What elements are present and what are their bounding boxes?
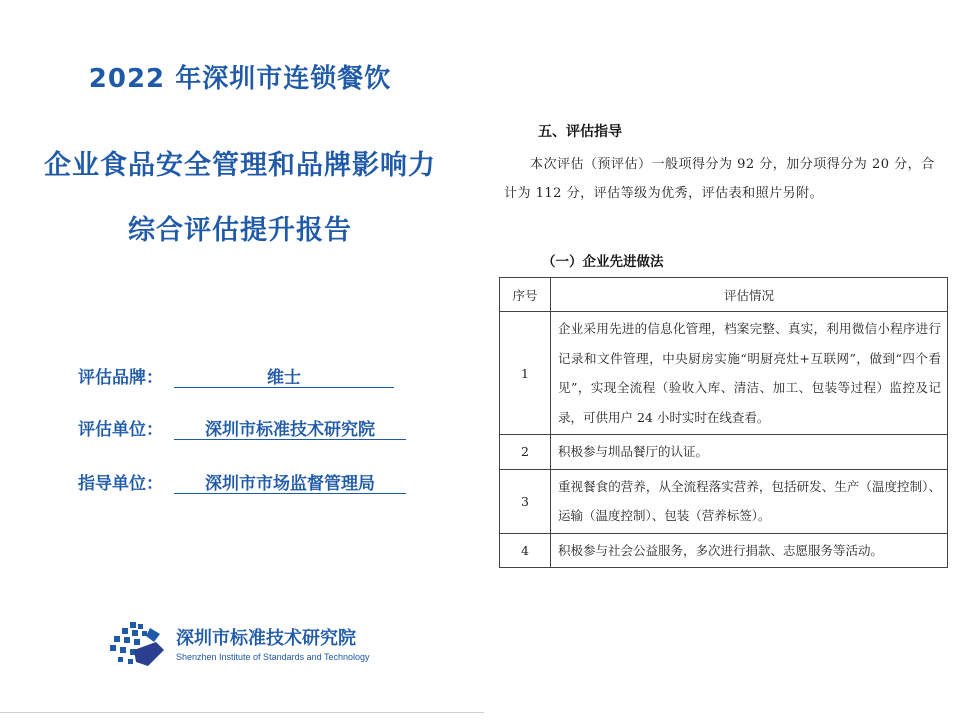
row-description: 企业采用先进的信息化管理，档案完整、真实，利用微信小程序进行记录和文件管理，中央厨房实施“明厨亮灶+互联网”，做到“四个看见”，实现全流程（验收入库、清洁、加工、包装等过程）监控及记录，可供用户 24 小时实时在线查看。 — [551, 312, 948, 435]
assessor-label: 评估单位： — [78, 420, 163, 440]
table-row — [500, 312, 948, 435]
table-row — [500, 435, 948, 470]
section-heading: 五、评估指导 — [538, 124, 622, 140]
cover-title-line-2: 企业食品安全管理和品牌影响力 — [44, 150, 436, 181]
row-number: 4 — [500, 533, 551, 568]
cover-title-line-1: 2022 年深圳市连锁餐饮 — [88, 64, 392, 94]
brand-value: 维士 — [174, 363, 394, 388]
supervisor-label: 指导单位： — [78, 474, 163, 494]
supervisor-value: 深圳市市场监督管理局 — [174, 469, 406, 494]
assessment-table — [499, 277, 948, 568]
row-number: 2 — [500, 435, 551, 470]
row-description: 积极参与圳品餐厅的认证。 — [551, 435, 948, 470]
col-header-assessment: 评估情况 — [551, 278, 948, 312]
report-content-page — [480, 0, 961, 720]
report-cover-page — [0, 0, 480, 720]
assessor-value: 深圳市标准技术研究院 — [174, 415, 406, 440]
table-row — [500, 533, 948, 568]
row-description: 重视餐食的营养，从全流程落实营养，包括研发、生产（温度控制）、运输（温度控制）、包装（营养标签）。 — [551, 469, 948, 533]
institute-name-en: Shenzhen Institute of Standards and Technology — [176, 652, 370, 662]
page-divider — [0, 712, 484, 713]
row-number: 1 — [500, 312, 551, 435]
institute-name-cn: 深圳市标准技术研究院 — [176, 628, 356, 649]
row-description: 积极参与社会公益服务，多次进行捐款、志愿服务等活动。 — [551, 533, 948, 568]
sub-heading: （一）企业先进做法 — [542, 254, 664, 270]
brand-label: 评估品牌： — [78, 368, 163, 388]
row-number: 3 — [500, 469, 551, 533]
table-header-row — [500, 278, 948, 312]
col-header-number: 序号 — [500, 278, 551, 312]
cover-title-line-3: 综合评估提升报告 — [128, 215, 352, 246]
table-row — [500, 469, 948, 533]
institute-logo-icon — [108, 620, 168, 670]
assessment-paragraph: 本次评估（预评估）一般项得分为 92 分，加分项得分为 20 分，合计为 112 分，评估等级为优秀，评估表和照片另附。 — [504, 157, 935, 201]
